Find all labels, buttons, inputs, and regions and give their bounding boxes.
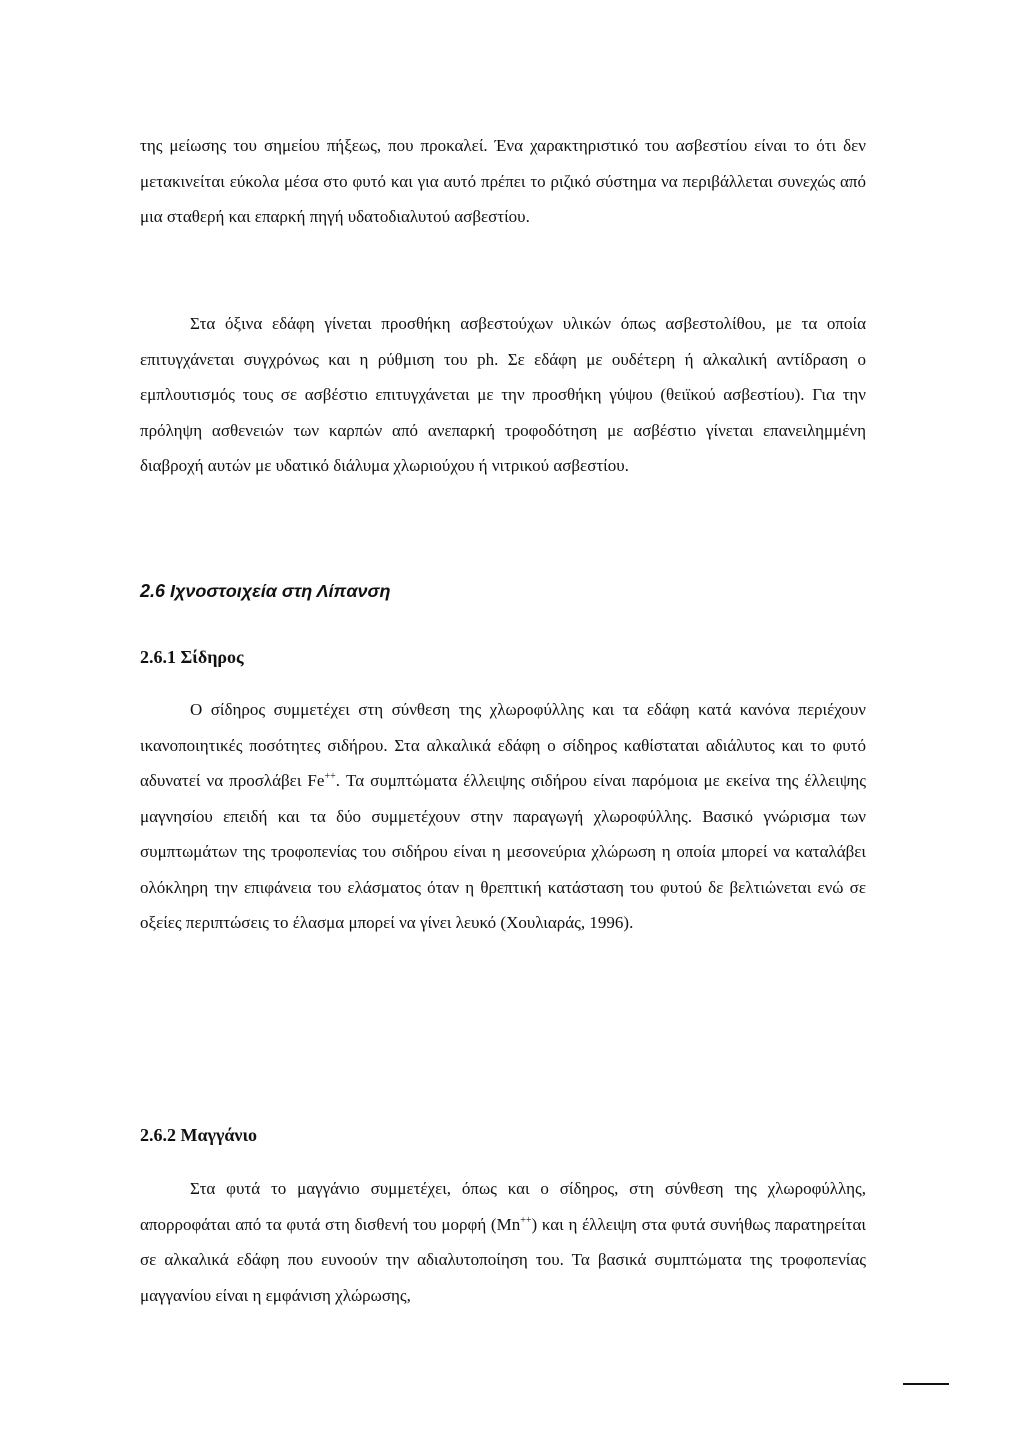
paragraph-calcium-mobility — [140, 128, 866, 235]
paragraph-text: . Τα συμπτώματα έλλειψης σιδήρου είναι παρόμοια με εκείνα της έλλειψης μαγνησίου επειδή και τα δύο συμμετέχουν στην παραγωγή χλωροφύλλης. Βασικό γνώρισμα των συμπτωμάτων της τροφοπενίας του σιδήρου είναι η μεσονεύρια χλώρωση η οποία μπορεί να καταλάβει ολόκληρη την επιφάνεια του ελάσματος όταν η θρεπτική κατάσταση του φυτού δε βελτιώνεται ενώ σε οξείες περιπτώσεις το έλασμα μπορεί να γίνει λευκό (Χουλιαράς, 1996). — [140, 771, 866, 932]
paragraph-iron — [140, 692, 866, 941]
paragraph-text: Στα φυτά το μαγγάνιο συμμετέχει, όπως και ο σίδηρος, στη σύνθεση της χλωροφύλλης, απορροφάται από τα φυτά στη δισθενή του μορφή (Mn — [140, 1179, 866, 1234]
subsection-heading-manganese: 2.6.2 Μαγγάνιο — [140, 1125, 258, 1145]
superscript-charge: ++ — [324, 771, 336, 782]
section-heading: 2.6 Ιχνοστοιχεία στη Λίπανση — [140, 581, 391, 601]
superscript-charge: ++ — [520, 1214, 532, 1226]
paragraph-text: Στα όξινα εδάφη γίνεται προσθήκη ασβεστούχων υλικών όπως ασβεστολίθου, με τα οποία επιτυγχάνεται συγχρόνως και η ρύθμιση του ph. Σε εδάφη με ουδέτερη ή αλκαλική αντίδραση ο εμπλουτισμός τους σε ασβέστιο επιτυγχάνεται με την προσθήκη γύψου (θειϊκού ασβεστίου). Για την πρόληψη ασθενειών των καρπών από ανεπαρκή τροφοδότηση με ασβέστιο γίνεται επανειλημμένη διαβροχή αυτών με υδατικό διάλυμα χλωριούχου ή νιτρικού ασβεστίου. — [140, 314, 866, 475]
paragraph-text: της μείωσης του σημείου πήξεως, που προκαλεί. Ένα χαρακτηριστικό του ασβεστίου είναι το ότι δεν μετακινείται εύκολα μέσα στο φυτό και για αυτό πρέπει το ριζικό σύστημα να περιβάλλεται συνεχώς από μια σταθερή και επαρκή πηγή υδατοδιαλυτού ασβεστίου. — [140, 136, 866, 226]
paragraph-text: ) και η έλλειψη στα φυτά συνήθως παρατηρείται σε αλκαλικά εδάφη που ευνοούν την αδιαλυτοποίηση του. Τα βασικά συμπτώματα της τροφοπενίας μαγγανίου είναι η εμφάνιση χλώρωσης, — [140, 1214, 866, 1305]
subsection-heading-iron: 2.6.1 Σίδηρος — [140, 647, 244, 667]
paragraph-manganese — [140, 1171, 866, 1313]
footer-rule — [903, 1383, 949, 1385]
paragraph-text: Ο σίδηρος συμμετέχει στη σύνθεση της χλωροφύλλης και τα εδάφη κατά κανόνα περιέχουν ικανοποιητικές ποσότητες σιδήρου. Στα αλκαλικά εδάφη ο σίδηρος καθίσταται αδιάλυτος και το φυτό αδυνατεί να προσλάβει Fe — [140, 700, 866, 790]
paragraph-acid-soils — [140, 306, 866, 484]
